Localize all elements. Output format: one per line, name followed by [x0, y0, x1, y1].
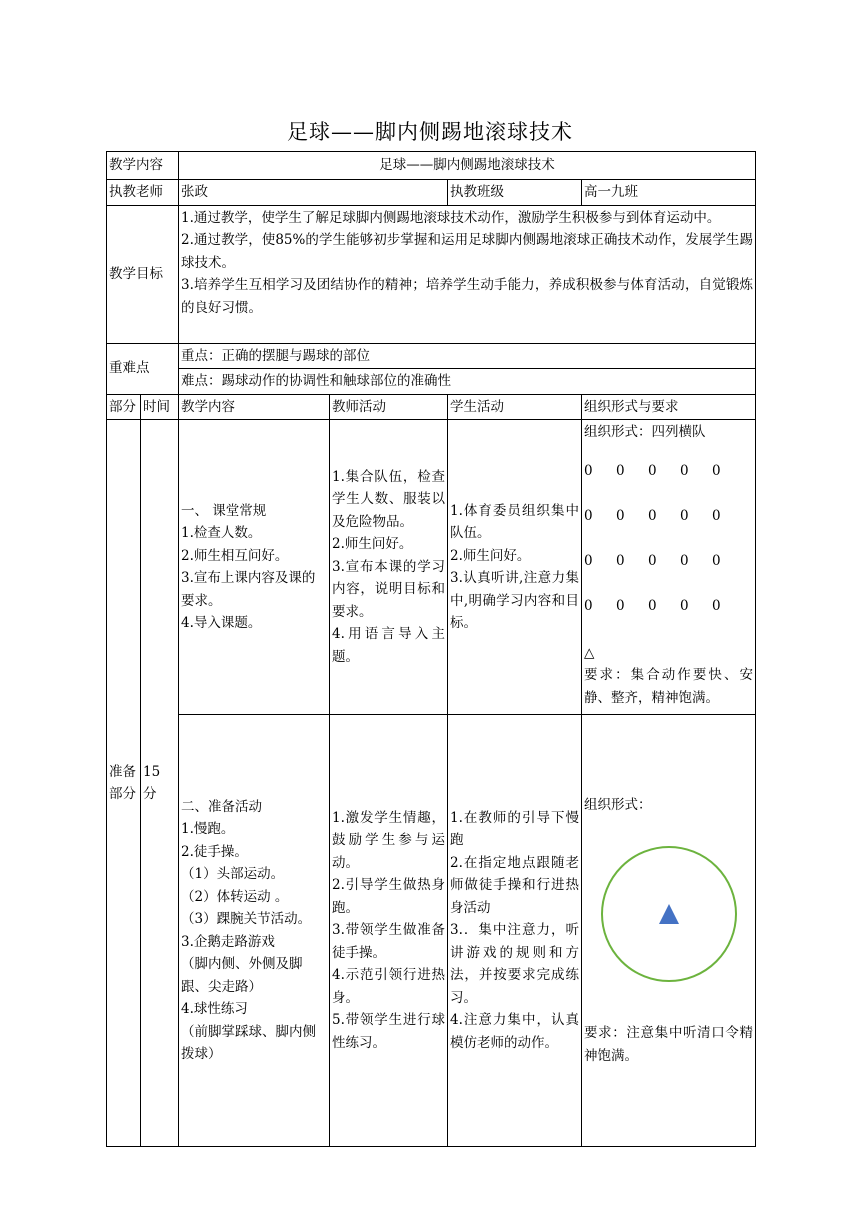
- student-mark: 0: [616, 507, 625, 524]
- formation-grid: [584, 460, 753, 640]
- label-key: 重难点: [107, 343, 179, 394]
- student-mark: 0: [648, 552, 657, 569]
- formation-row: [584, 505, 753, 550]
- content-line: （3）踝腕关节活动。: [181, 911, 312, 927]
- content-line: 2.徒手操。: [181, 843, 248, 860]
- warmup-organization: [582, 715, 756, 1147]
- student-line: 1.在教师的引导下慢跑: [450, 809, 579, 849]
- student-line: 1.体育委员组织集中队伍。: [450, 502, 579, 541]
- goal-item: 1.通过教学，使学生了解足球脚内侧踢地滚球技术动作，激励学生积极参与到体育运动中。: [181, 209, 721, 226]
- student-mark: 0: [680, 507, 689, 524]
- student-mark: 0: [584, 462, 593, 479]
- student-mark: 0: [680, 462, 689, 479]
- goal-item: 2.通过教学，使85%的学生能够初步掌握和运用足球脚内侧踢地滚球正确技术动作，发展学生踢球技术。: [181, 232, 753, 271]
- key-point: 重点：正确的摆腿与踢球的部位: [179, 343, 756, 369]
- student-mark: 0: [584, 552, 593, 569]
- student-mark: 0: [712, 597, 721, 614]
- content-line: 3.企鹅走路游戏: [181, 933, 275, 950]
- content-line: 1.检查人数。: [181, 525, 262, 541]
- content-line: （1）头部运动。: [181, 866, 285, 882]
- warmup-student: [448, 715, 582, 1147]
- row-key: [107, 343, 756, 369]
- routine-content: [179, 420, 330, 715]
- student-mark: 0: [648, 597, 657, 614]
- formation-row: [584, 460, 753, 505]
- student-line: 2.在指定地点跟随老师做徒手操和行进热身活动: [450, 854, 579, 916]
- teacher-line: 4.示范引领行进热身。: [332, 967, 445, 1006]
- difficulty-point: 难点：踢球动作的协调性和触球部位的准确性: [179, 369, 756, 395]
- block-warmup: [107, 715, 756, 1147]
- student-mark: 0: [712, 552, 721, 569]
- student-mark: 0: [680, 597, 689, 614]
- content-line: 3.宣布上课内容及课的要求。: [181, 570, 316, 609]
- formation-row: [584, 550, 753, 595]
- value-teacher: 张政: [179, 180, 448, 206]
- content-line: 一、 课堂常规: [181, 502, 267, 519]
- label-class: 执教班级: [448, 180, 582, 206]
- teacher-line: 3.宣布本课的学习内容，说明目标和要求。: [332, 558, 445, 620]
- content-line: （2）体转运动 。: [181, 888, 289, 905]
- student-mark: 0: [584, 597, 593, 614]
- content-line: 2.师生相互问好。: [181, 547, 289, 564]
- row-goals: [107, 205, 756, 343]
- teacher-line: 1.集合队伍，检查学生人数、服装以及危险物品。: [332, 468, 445, 530]
- student-mark: 0: [616, 462, 625, 479]
- org-title: 组织形式：四列横队: [584, 424, 706, 440]
- content-line: 4.导入课题。: [181, 615, 262, 631]
- org-requirement: 要求：注意集中听清口令精神饱满。: [584, 1025, 753, 1064]
- content-line: 4.球性练习: [181, 1001, 248, 1017]
- warmup-teacher: [330, 715, 448, 1147]
- content-line: （脚内侧、外侧及脚跟、尖走路）: [181, 956, 303, 995]
- header-cell: 学生活动: [448, 394, 582, 420]
- student-mark: 0: [648, 462, 657, 479]
- routine-teacher: [330, 420, 448, 715]
- header-cell: 时间: [141, 394, 179, 420]
- header-cell: 组织形式与要求: [582, 394, 756, 420]
- student-line: 4.注意力集中，认真模仿老师的动作。: [450, 1012, 579, 1051]
- formation-row: [584, 595, 753, 640]
- student-mark: 0: [616, 552, 625, 569]
- label-goals: 教学目标: [107, 205, 179, 343]
- student-mark: 0: [712, 462, 721, 479]
- block-routine: [107, 420, 756, 715]
- routine-student: [448, 420, 582, 715]
- page-title: 足球——脚内侧踢地滚球技术: [287, 120, 573, 144]
- warmup-content: [179, 715, 330, 1147]
- teacher-line: 5.带领学生进行球性练习。: [332, 1012, 445, 1051]
- teacher-line: 4.用语言导入主题。: [332, 626, 445, 665]
- content-line: 二、准备活动: [181, 798, 262, 815]
- student-mark: 0: [616, 597, 625, 614]
- row-difficulty: [107, 369, 756, 395]
- teacher-triangle-icon: [659, 904, 679, 924]
- lesson-plan-table: [106, 151, 756, 1147]
- student-line: 3.．集中注意力，听讲游戏的规则和方法，并按要求完成练习。: [450, 922, 579, 1006]
- student-mark: 0: [680, 552, 689, 569]
- header-cell: 教学内容: [179, 394, 330, 420]
- org-title: 组织形式：: [584, 796, 652, 813]
- student-line: 3.认真听讲,注意力集中,明确学习内容和目标。: [450, 570, 579, 631]
- routine-organization: [582, 420, 756, 715]
- label-teacher: 执教老师: [107, 180, 179, 206]
- goal-item: 3.培养学生互相学习及团结协作的精神；培养学生动手能力，养成积极参与体育活动，自觉锻炼的良好习惯。: [181, 277, 753, 316]
- header-row: [107, 394, 756, 420]
- header-cell: 教师活动: [330, 394, 448, 420]
- value-class: 高一九班: [582, 180, 756, 206]
- value-content: 足球——脚内侧踢地滚球技术: [179, 152, 756, 180]
- teacher-line: 1.激发学生情趣，鼓励学生参与运动。: [332, 809, 445, 871]
- circle-formation-diagram: [601, 846, 737, 982]
- student-mark: 0: [712, 507, 721, 524]
- content-line: （前脚掌踩球、脚内侧拨球）: [181, 1023, 316, 1062]
- label-content: 教学内容: [107, 152, 179, 180]
- student-line: 2.师生问好。: [450, 547, 531, 564]
- teacher-line: 3.带领学生做准备徒手操。: [332, 922, 445, 961]
- content-line: 1.慢跑。: [181, 821, 235, 837]
- row-teacher: [107, 180, 756, 206]
- teacher-triangle-mark: △: [584, 644, 595, 661]
- teacher-line: 2.师生问好。: [332, 536, 413, 553]
- student-mark: 0: [584, 507, 593, 524]
- section-name: 准备部分: [107, 420, 141, 1147]
- org-requirement: 要求：集合动作要快、安静、整齐，精神饱满。: [584, 667, 753, 706]
- header-cell: 部分: [107, 394, 141, 420]
- student-mark: 0: [648, 507, 657, 524]
- teacher-line: 2.引导学生做热身跑。: [332, 877, 445, 916]
- row-content: [107, 152, 756, 180]
- section-time: 15 分: [141, 420, 179, 1147]
- goals-cell: [179, 205, 756, 343]
